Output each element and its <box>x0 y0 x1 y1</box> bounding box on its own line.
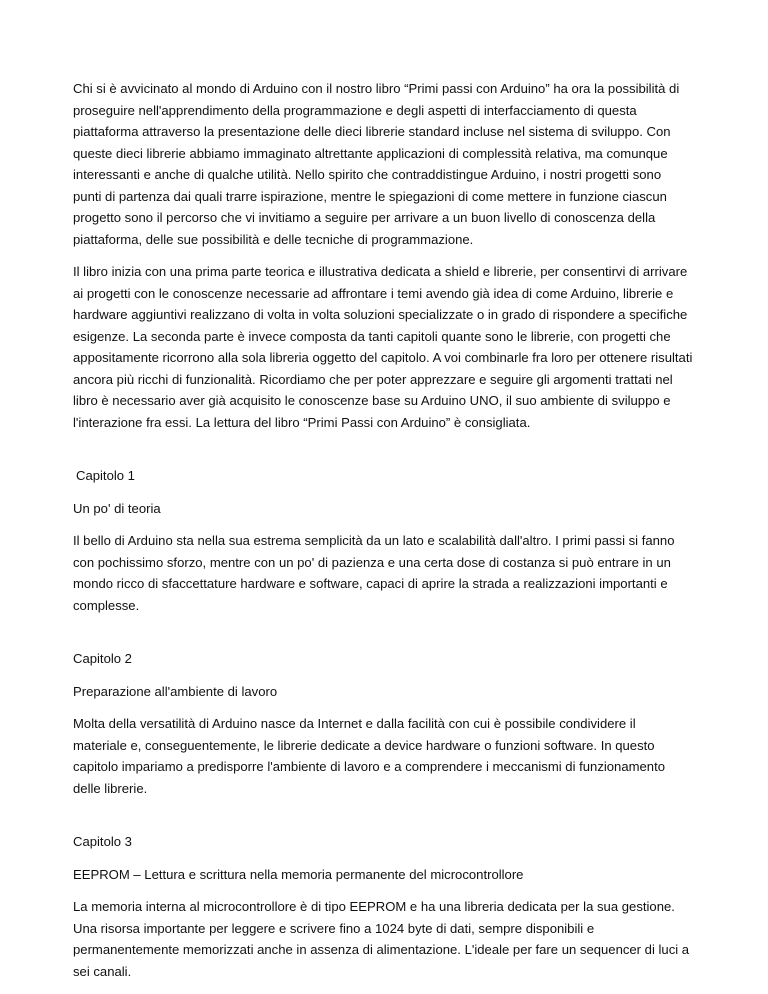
chapter-3-label: Capitolo 3 <box>73 834 132 849</box>
chapter-1-body: Il bello di Arduino sta nella sua estrema semplicità da un lato e scalabilità dall'altro. I primi passi si fanno con pochissimo sforzo, mentre con un po' di pazienza e una certa dose di costanza si può entrare in un mondo ricco di sfaccettature hardware e software, capaci di aprire la strada a realizzazioni importanti e complesse. <box>73 533 675 613</box>
spacer <box>73 627 693 648</box>
chapter-2-title: Preparazione all'ambiente di lavoro <box>73 683 278 699</box>
chapter-2-body: Molta della versatilità di Arduino nasce da Internet e dalla facilità con cui è possibile condividere il materiale e, conseguentemente, le librerie dedicate a device hardware o funzioni software. In questo capitolo impariamo a predisporre l'ambiente di lavoro e a comprendere i meccanismi di funzionamento delle librerie. <box>73 716 666 796</box>
chapter-3-body: La memoria interna al microcontrollore è di tipo EEPROM e ha una libreria dedicata per la sua gestione. Una risorsa importante per leggere e scrivere fino a 1024 byte di dati, sempre disponibili e permanentemente memorizzati anche in assenza di alimentazione. L'ideale per fare un sequencer di luci a sei canali. <box>73 899 690 979</box>
intro-paragraph-2: Il libro inizia con una prima parte teorica e illustrativa dedicata a shield e librerie, per consentirvi di arrivare ai progetti con le conoscenze necessarie ad affrontare i temi avendo già idea di come Arduino, librerie e hardware aggiuntivi realizzano di volta in volta soluzioni specializzate o in grado di rispondere a specifiche esigenze. La seconda parte è invece composta da tanti capitoli quante sono le librerie, con progetti che appositamente ricorrono alla sola libreria oggetto del capitolo. A voi combinarle fra loro per ottenere risultati ancora più ricchi di funzionalità. Ricordiamo che per poter apprezzare e seguire gli argomenti trattati nel libro è necessario aver già acquisito le conoscenze base su Arduino UNO, il suo ambiente di sviluppo e l'interazione fra essi. La lettura del libro “Primi Passi con Arduino” è consigliata. <box>73 264 693 430</box>
intro-paragraph-1: Chi si è avvicinato al mondo di Arduino con il nostro libro “Primi passi con Arduino” ha ora la possibilità di proseguire nell'apprendimento della programmazione e degli aspetti di interfacciamento di questa piattaforma attraverso la presentazione delle dieci librerie standard incluse nel sistema di sviluppo. Con queste dieci librerie abbiamo immaginato altrettante applicazioni di complessità relativa, ma comunque interessanti e anche di qualche utilità. Nello spirito che contraddistingue Arduino, i nostri progetti sono punti di partenza dai quali trarre ispirazione, mentre le spiegazioni di come mettere in funzione ciascun progetto sono il percorso che vi invitiamo a seguire per arrivare a un buon livello di conoscenza della piattaforma, delle sue possibilità e delle tecniche di programmazione. <box>73 81 680 247</box>
chapter-1-label: Capitolo 1 <box>76 468 135 483</box>
document-page <box>73 78 693 993</box>
spacer <box>73 444 693 465</box>
chapter-3-title: EEPROM – Lettura e scrittura nella memoria permanente del microcontrollore <box>73 866 524 882</box>
spacer <box>73 810 693 831</box>
chapter-2-label: Capitolo 2 <box>73 651 132 666</box>
chapter-1-title: Un po' di teoria <box>73 500 161 516</box>
